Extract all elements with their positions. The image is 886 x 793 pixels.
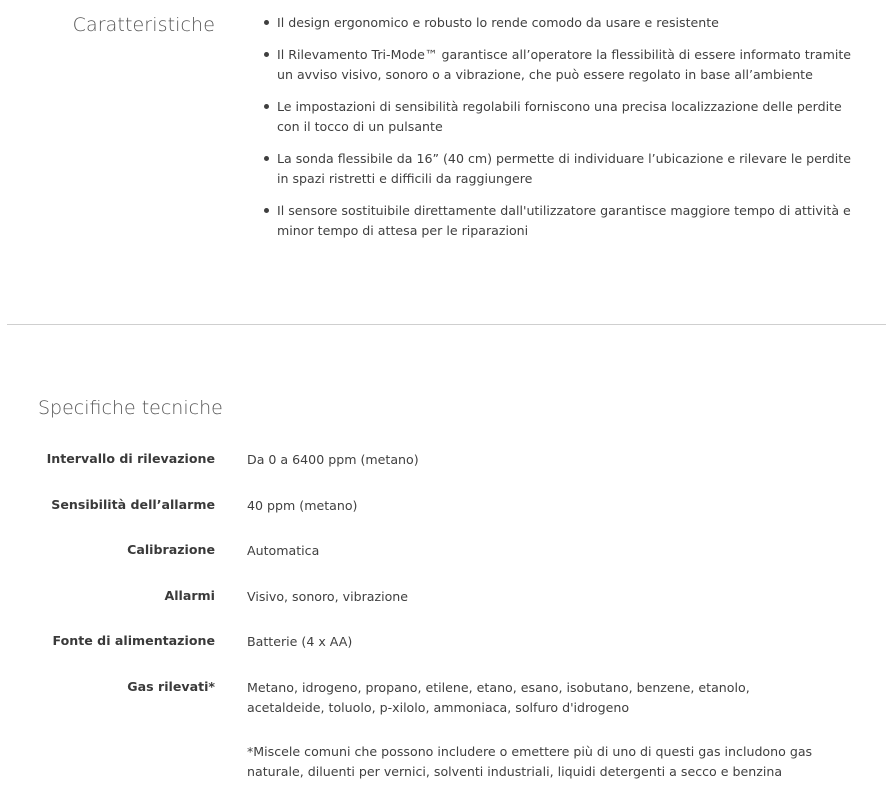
bullet-icon [264, 52, 269, 57]
feature-item [262, 149, 862, 190]
spec-label-detection-range: Intervallo di rilevazione [46, 451, 215, 466]
spec-value-power-source: Batterie (4 x AA) [247, 634, 353, 649]
gases-footnote: *Miscele comuni che possono includere o emettere più di uno di questi gas includono gas naturale, diluenti per vernici, solventi industriali, liquidi detergenti a secco e benzina [247, 744, 813, 779]
spec-value-calibration: Automatica [247, 543, 320, 558]
bullet-icon [264, 20, 269, 25]
feature-item [262, 13, 862, 34]
feature-text: Il design ergonomico e robusto lo rende comodo da usare e resistente [277, 15, 719, 30]
feature-item [262, 97, 862, 138]
features-list [262, 13, 862, 253]
section-divider [7, 324, 886, 325]
bullet-icon [264, 156, 269, 161]
bullet-icon [264, 104, 269, 109]
feature-text: Le impostazioni di sensibilità regolabili forniscono una precisa localizzazione delle perdite con il tocco di un pulsante [277, 98, 842, 134]
spec-label-gases-detected: Gas rilevati* [127, 679, 215, 694]
spec-label-alarm-sensitivity: Sensibilità dell’allarme [51, 497, 215, 512]
feature-text: La sonda flessibile da 16” (40 cm) permette di individuare l’ubicazione e rilevare le perdite in spazi ristretti e difficili da raggiungere [277, 150, 851, 186]
spec-value-alarms: Visivo, sonoro, vibrazione [247, 589, 409, 604]
feature-text: Il sensore sostituibile direttamente dall'utilizzatore garantisce maggiore tempo di attività e minor tempo di attesa per le riparazioni [277, 202, 851, 238]
spec-label-calibration: Calibrazione [127, 542, 215, 557]
spec-label-power-source: Fonte di alimentazione [52, 633, 215, 648]
spec-value-alarm-sensitivity: 40 ppm (metano) [247, 498, 358, 513]
features-heading: Caratteristiche [72, 14, 215, 36]
spec-value-detection-range: Da 0 a 6400 ppm (metano) [247, 452, 419, 467]
bullet-icon [264, 208, 269, 213]
feature-item [262, 45, 862, 86]
spec-value-gases-detected: Metano, idrogeno, propano, etilene, etano, esano, isobutano, benzene, etanolo, acetaldeide, toluolo, p-xilolo, ammoniaca, solfuro d'idrogeno [247, 680, 750, 715]
specs-heading: Specifiche tecniche [38, 397, 223, 419]
spec-label-alarms: Allarmi [164, 588, 215, 603]
feature-item [262, 201, 862, 242]
feature-text: Il Rilevamento Tri-Mode™ garantisce all’operatore la flessibilità di essere informato tramite un avviso visivo, sonoro o a vibrazione, che può essere regolato in base all’ambiente [277, 46, 852, 82]
